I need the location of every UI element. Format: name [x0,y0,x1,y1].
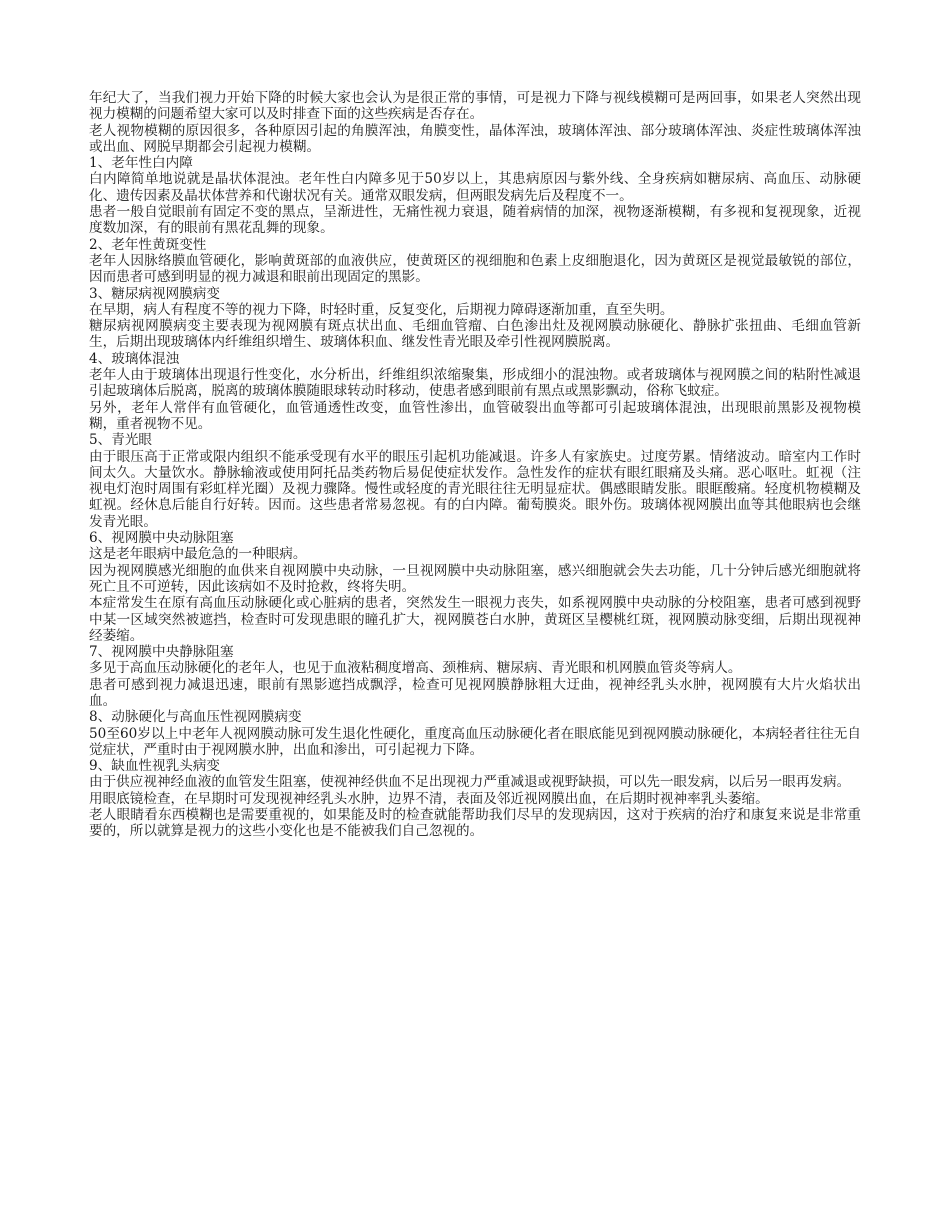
diabetic-paragraph-1: 在早期，病人有程度不等的视力下降，时轻时重，反复变化，后期视力障碍逐渐加重，直至失明。 [89,301,674,318]
macular-paragraph: 老年人因脉络膜血管硬化，影响黄斑部的血液供应，使黄斑区的视细胞和色素上皮细胞退化，因为黄斑区是视觉最敏锐的部位，因而患者可感到明显的视力减退和眼前出现固定的黑影。 [89,252,861,286]
section-heading-glaucoma: 5、青光眼 [89,432,153,449]
article-body [89,90,861,840]
hypertensive-paragraph: 50至60岁以上中老年人视网膜动脉可发生退化性硬化，重度高血压动脉硬化者在眼底能见到视网膜动脉硬化，本病轻者往往无自觉症状，严重时由于视网膜水肿，出血和渗出，可引起视力下降。 [89,725,861,758]
section-heading-hypertensive-retinopathy: 8、动脉硬化与高血压性视网膜病变 [89,709,302,726]
vein-paragraph-1: 多见于高血压动脉硬化的老年人，也见于血液粘稠度增高、颈椎病、糖尿病、青光眼和机网膜血管炎等病人。 [89,660,742,677]
vitreous-paragraph-1: 老年人由于玻璃体出现退行性变化，水分析出，纤维组织浓缩聚集，形成细小的混浊物。或者玻璃体与视网膜之间的粘附性减退引起玻璃体后脱离，脱离的玻璃体膜随眼球转动时移动，使患者感到眼前有黑点或黑影飘动，俗称飞蚊症。 [89,367,861,400]
section-heading-cataract: 1、老年性白内障 [89,155,193,172]
glaucoma-paragraph: 由于眼压高于正常或限内组织不能承受现有水平的眼压引起机功能减退。许多人有家族史。过度劳累。情绪波动。暗室内工作时间太久。大量饮水。静脉输液或使用阿托品类药物后易促使症状发作。急性发作的症状有眼红眼痛及头痛。恶心呕吐。虹视（注视电灯泡时周围有彩虹样光圈）及视力骤降。慢性或轻度的青光眼往往无明显症状。偶感眼睛发胀。眼眶酸痛。轻度机物模糊及虹视。经休息后能自行好转。因而。这些患者常易忽视。有的白内障。葡萄膜炎。眼外伤。玻璃体视网膜出血等其他眼病也会继发青光眼。 [89,448,861,530]
section-heading-vitreous-opacity: 4、玻璃体混浊 [89,350,180,367]
cataract-paragraph-2: 患者一般自觉眼前有固定不变的黑点，呈渐进性，无痛性视力衰退，随着病情的加深，视物逐渐模糊，有多视和复视现象，近视度数加深，有的眼前有黑花乱舞的现象。 [89,204,861,237]
vitreous-paragraph-2: 另外，老年人常伴有血管硬化，血管通透性改变，血管性渗出，血管破裂出血等都可引起玻璃体混浊，出现眼前黑影及视物模糊，重者视物不见。 [89,399,861,432]
section-heading-diabetic-retinopathy: 3、糖尿病视网膜病变 [89,285,220,302]
section-heading-central-vein-occlusion: 7、视网膜中央静脉阻塞 [89,644,234,661]
ischemic-paragraph-1: 由于供应视神经血液的血管发生阻塞，使视神经供血不足出现视力严重减退或视野缺损，可以先一眼发病，以后另一眼再发病。 [89,774,851,791]
section-heading-central-artery-occlusion: 6、视网膜中央动脉阻塞 [89,530,234,547]
artery-paragraph-3: 本症常发生在原有高血压动脉硬化或心脏病的患者，突然发生一眼视力丧失，如系视网膜中央动脉的分校阻塞，患者可感到视野中某一区域突然被遮挡，检查时可发现患眼的瞳孔扩大，视网膜苍白水肿，黄斑区呈樱桃红斑，视网膜动脉变细，后期出现视神经萎缩。 [89,595,861,644]
causes-paragraph: 老人视物模糊的原因很多，各种原因引起的角膜浑浊，角膜变性，晶体浑浊，玻璃体浑浊、部分玻璃体浑浊、炎症性玻璃体浑浊或出血、网脱早期都会引起视力模糊。 [89,122,861,155]
section-heading-macular-degeneration: 2、老年性黄斑变性 [89,236,207,253]
section-heading-ischemic-optic-neuropathy: 9、缺血性视乳头病变 [89,758,220,775]
vein-paragraph-2: 患者可感到视力减退迅速，眼前有黑影遮挡成飘浮，检查可见视网膜静脉粗大迂曲，视神经乳头水肿，视网膜有大片火焰状出血。 [89,676,861,709]
diabetic-paragraph-2: 糖尿病视网膜病变主要表现为视网膜有斑点状出血、毛细血管瘤、白色渗出灶及视网膜动脉硬化、静脉扩张扭曲、毛细血管新生，后期出现玻璃体内纤维组织增生、玻璃体积血、继发性青光眼及牵引性视网膜脱离。 [89,318,861,351]
conclusion-paragraph: 老人眼睛看东西模糊也是需要重视的，如果能及时的检查就能帮助我们尽早的发现病因，这对于疾病的治疗和康复来说是非常重要的，所以就算是视力的这些小变化也是不能被我们自己忽视的。 [89,807,861,840]
artery-paragraph-1: 这是老年眼病中最危急的一种眼病。 [89,546,307,563]
ischemic-paragraph-2: 用眼底镜检查，在早期时可发现视神经乳头水肿，边界不清，表面及邻近视网膜出血，在后期时视神率乳头萎缩。 [89,790,769,807]
intro-paragraph: 年纪大了，当我们视力开始下降的时候大家也会认为是很正常的事情，可是视力下降与视线模糊可是两回事，如果老人突然出现视力模糊的问题希望大家可以及时排查下面的这些疾病是否存在。 [89,90,861,123]
artery-paragraph-2: 因为视网膜感光细胞的血供来自视网膜中央动脉，一旦视网膜中央动脉阻塞，感兴细胞就会失去功能，几十分钟后感光细胞就将死亡且不可逆转，因此该病如不及时抢救，终将失明。 [89,562,861,595]
cataract-paragraph-1: 白内障简单地说就是晶状体混浊。老年性白内障多见于50岁以上，其患病原因与紫外线、全身疾病如糖尿病、高血压、动脉硬化、遗传因素及晶状体营养和代谢状况有关。通常双眼发病，但两眼发病先后及程度不一。 [89,171,861,204]
